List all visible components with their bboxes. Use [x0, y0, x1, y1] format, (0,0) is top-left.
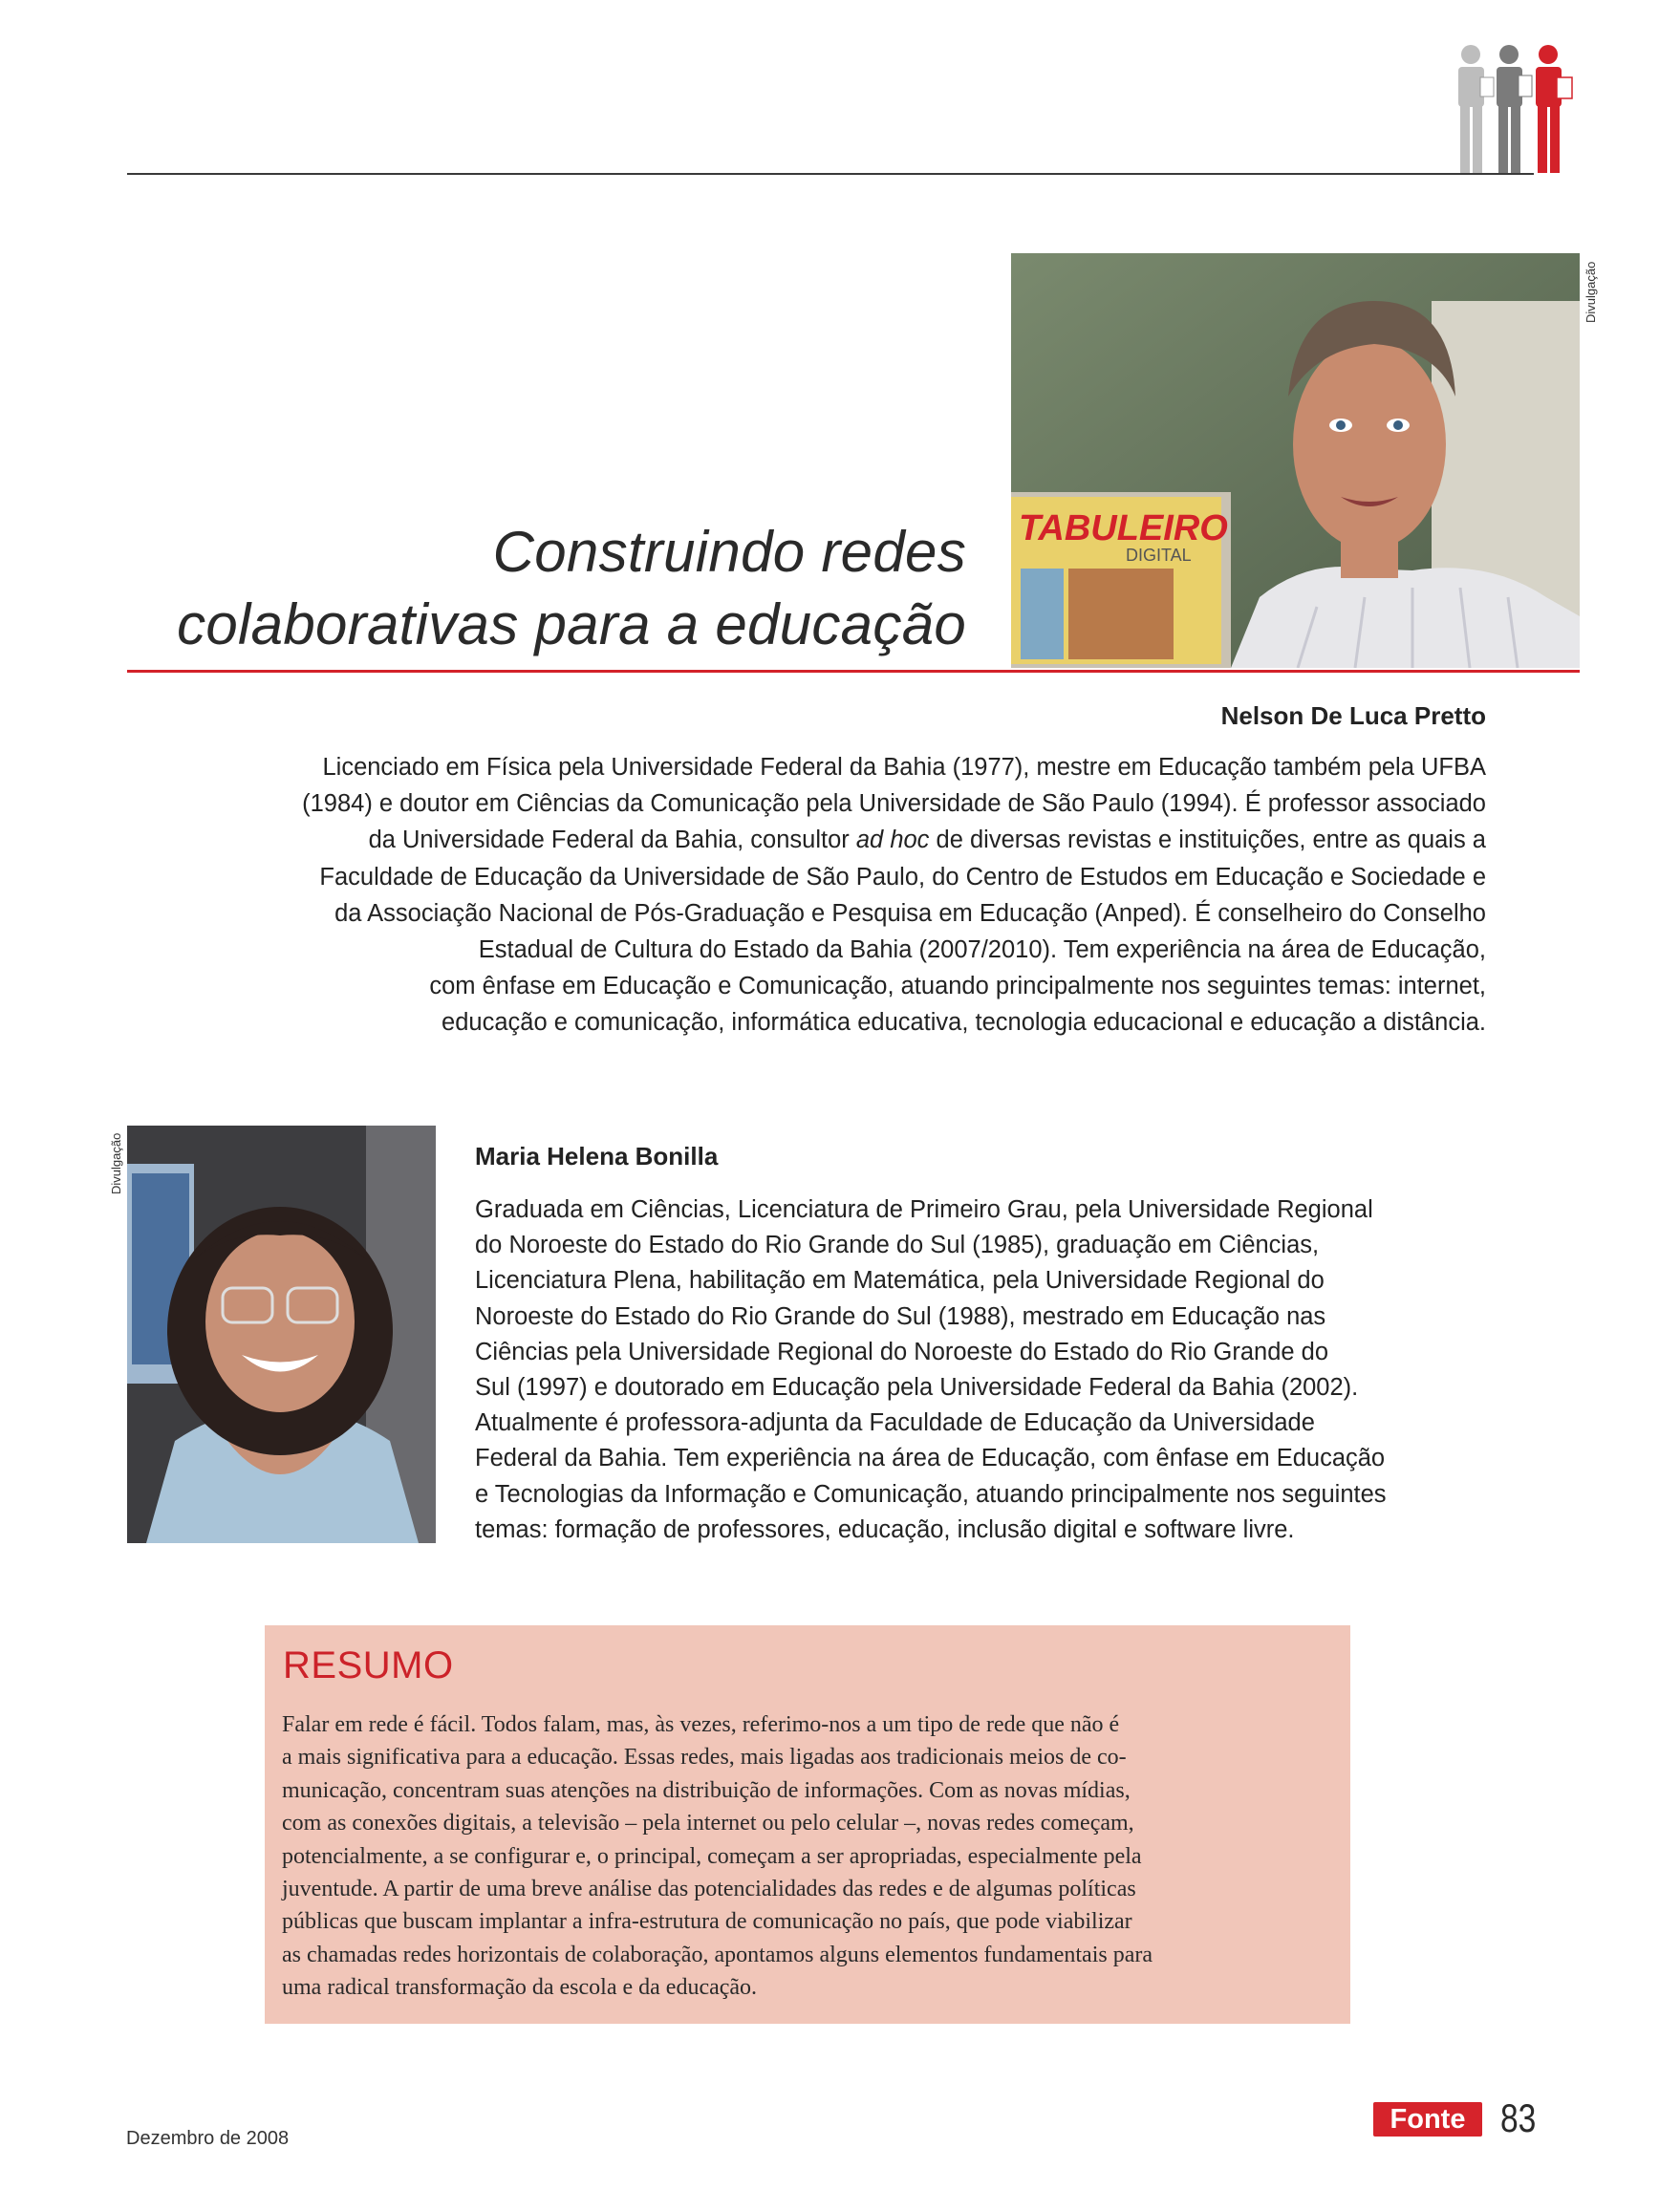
- bio-line: Sul (1997) e doutorado em Educação pela Universidade Federal da Bahia (2002).: [475, 1374, 1359, 1402]
- brand-badge: Fonte: [1373, 2102, 1482, 2137]
- bio-italic: ad hoc: [855, 827, 930, 854]
- bio-line: Licenciado em Física pela Universidade Federal da Bahia (1977), mestre em Educação também pela UFBA: [322, 754, 1486, 781]
- sign-subtext: DIGITAL: [1126, 546, 1192, 565]
- article-title: [177, 516, 966, 661]
- abstract-line: uma radical transformação da escola e da educação.: [282, 1975, 758, 2001]
- author2-name: Maria Helena Bonilla: [475, 1142, 719, 1170]
- author1-name: Nelson De Luca Pretto: [1220, 701, 1486, 730]
- page-number: 83: [1500, 2095, 1537, 2140]
- bio-line: do Noroeste do Estado do Rio Grande do Sul (1985), graduação em Ciências,: [475, 1232, 1320, 1259]
- issue-date: Dezembro de 2008: [126, 2128, 290, 2149]
- abstract-text: [282, 1708, 1333, 2005]
- abstract-line: juventude. A partir de uma breve análise das potencialidades das redes e de algumas políticas: [282, 1877, 1136, 1902]
- bio-line: Atualmente é professora-adjunta da Faculdade de Educação da Universidade: [475, 1409, 1315, 1437]
- bio-line: Noroeste do Estado do Rio Grande do Sul (1988), mestrado em Educação nas: [475, 1302, 1326, 1330]
- header-rule: [127, 173, 1534, 175]
- bio-line: (1984) e doutor em Ciências da Comunicação pela Universidade de São Paulo (1994). É professor associado: [302, 790, 1486, 818]
- author1-bio: [100, 749, 1486, 1042]
- abstract-line: a mais significativa para a educação. Essas redes, mais ligadas aos tradicionais meios de co-: [282, 1745, 1127, 1771]
- title-line-1: Construindo redes: [492, 520, 966, 584]
- bio-fragment: da Universidade Federal da Bahia, consultor: [368, 827, 850, 854]
- author1-portrait: [1011, 253, 1580, 668]
- abstract-line: Falar em rede é fácil. Todos falam, mas, às vezes, referimo-nos a um tipo de rede que não é: [282, 1712, 1120, 1737]
- bio-fragment: de diversas revistas e instituições, entre as quais a: [936, 827, 1486, 854]
- bio-line: Federal da Bahia. Tem experiência na área de Educação, com ênfase em Educação: [475, 1445, 1386, 1472]
- photo-credit: Divulgação: [109, 1132, 123, 1194]
- author1-photo: [1011, 253, 1580, 668]
- bio-line: com ênfase em Educação e Comunicação, atuando principalmente nos seguintes temas: internet,: [429, 973, 1486, 1000]
- abstract-line: públicas que buscam implantar a infra-estrutura de comunicação no país, que pode viabilizar: [282, 1909, 1132, 1935]
- bio-line: educação e comunicação, informática educativa, tecnologia educacional e educação a distância.: [442, 1009, 1486, 1037]
- author2-bio: [475, 1192, 1507, 1548]
- bio-line: Licenciatura Plena, habilitação em Matemática, pela Universidade Regional do: [475, 1267, 1325, 1295]
- three-people-icon: [1448, 43, 1582, 177]
- sign-text: TABULEIRO: [1019, 508, 1228, 548]
- bio-line: e Tecnologias da Informação e Comunicação, atuando principalmente nos seguintes: [475, 1480, 1387, 1508]
- bio-line: Estadual de Cultura do Estado da Bahia (2007/2010). Tem experiência na área de Educação,: [478, 936, 1486, 964]
- abstract-line: potencialmente, a se configurar e, o principal, começam a ser apropriadas, especialmente pela: [282, 1843, 1142, 1869]
- title-rule: [127, 670, 1580, 673]
- bio-line: temas: formação de professores, educação, inclusão digital e software livre.: [475, 1515, 1295, 1543]
- abstract-line: com as conexões digitais, a televisão – pela internet ou pelo celular –, novas redes começam,: [282, 1811, 1134, 1836]
- author2-portrait: [127, 1126, 436, 1543]
- bio-line: da Associação Nacional de Pós-Graduação e Pesquisa em Educação (Anped). É conselheiro do Conselho: [334, 899, 1486, 927]
- photo-credit: Divulgação: [1584, 261, 1598, 323]
- abstract-line: municação, concentram suas atenções na distribuição de informações. Com as novas mídias,: [282, 1777, 1131, 1803]
- title-line-2: colaborativas para a educação: [177, 592, 966, 656]
- bio-line: Graduada em Ciências, Licenciatura de Primeiro Grau, pela Universidade Regional: [475, 1196, 1373, 1223]
- bio-line: Ciências pela Universidade Regional do Noroeste do Estado do Rio Grande do: [475, 1338, 1329, 1365]
- bio-line: Faculdade de Educação da Universidade de São Paulo, do Centro de Estudos em Educação e Sociedade e: [319, 863, 1486, 891]
- author2-photo: [127, 1126, 436, 1543]
- abstract-title: RESUMO: [283, 1644, 454, 1686]
- bio-line: [100, 822, 1486, 858]
- abstract-box: [265, 1625, 1350, 2024]
- abstract-line: as chamadas redes horizontais de colaboração, apontamos alguns elementos fundamentais para: [282, 1942, 1153, 1967]
